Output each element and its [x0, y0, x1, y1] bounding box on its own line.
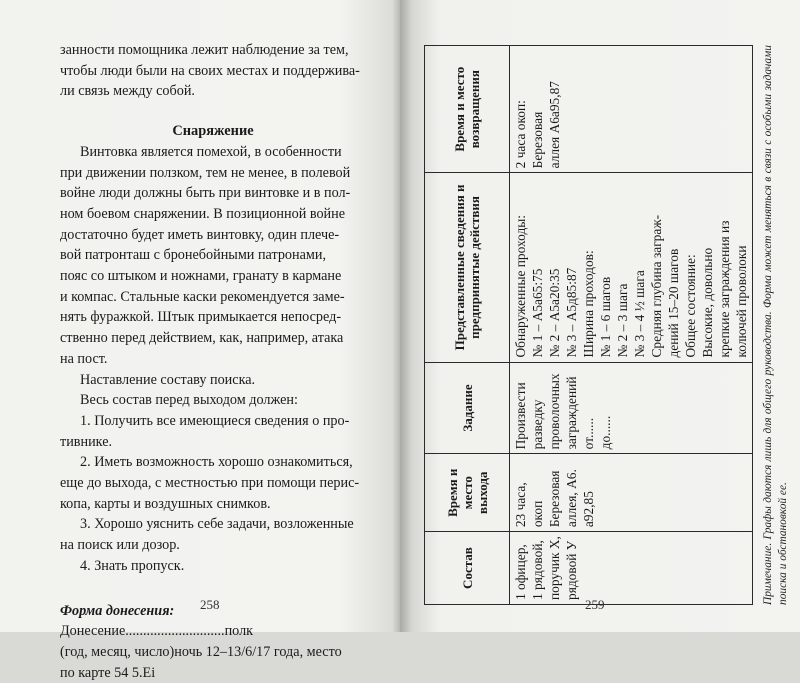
cell-line: а92,85: [581, 491, 596, 528]
equipment-line: ном боевом снаряжении. В позиционной войне: [60, 205, 346, 222]
form-heading: Форма донесения:: [60, 602, 175, 619]
table-row: [510, 46, 753, 605]
form-line: по карте 54 5.Ei: [60, 664, 156, 681]
equipment-line: нять фуражкой. Штык примыкается непосред-: [60, 309, 342, 326]
cell-line: Березовая: [547, 470, 562, 528]
instruction-title: Наставление составу поиска.: [80, 371, 256, 388]
cell-line: заграждений: [564, 376, 579, 450]
table-cell: [510, 532, 753, 605]
cell-line: № 3 – 4 ½ шага: [632, 270, 647, 358]
cell-line: дений 15–20 шагов: [666, 248, 681, 358]
cell-line: № 3 – А5д85:87: [564, 267, 579, 358]
cell-line: проволочных: [547, 373, 562, 450]
column-header: Время и место выхода: [425, 454, 510, 532]
table-header-row: [425, 46, 510, 605]
equipment-line: войне люди должны быть при винтовке и в пол-: [60, 185, 351, 202]
cell-line: крепкие заграждения из: [717, 220, 732, 358]
cell-line: Общее состояние:: [683, 254, 698, 358]
cell-line: аллея, А6.: [564, 469, 579, 528]
cell-line: 1 рядовой,: [530, 540, 545, 600]
rotated-table-block: [424, 35, 789, 605]
form-line: (год, месяц, число)ночь 12–13/6/17 года, место: [60, 643, 342, 660]
cell-line: Обнаруженные проходы:: [513, 215, 528, 358]
list-item-line: копа, карты и воздушных снимков.: [60, 495, 271, 512]
cell-line: 2 часа окоп:: [513, 100, 528, 169]
left-page-text: [60, 40, 366, 683]
list-item-line: 4. Знать пропуск.: [80, 557, 185, 574]
cell-line: поручик Х,: [547, 536, 562, 600]
table-cell: [510, 454, 753, 532]
cell-line: № 1 – 6 шагов: [598, 276, 613, 358]
cell-line: № 1 – А5а65:75: [530, 268, 545, 358]
left-page: [0, 0, 400, 681]
equipment-line: при движении ползком, тем не менее, в полевой: [60, 164, 351, 181]
section-heading: Снаряжение: [172, 123, 254, 140]
equipment-line: пояс со штыком и ножнами, гранату в кармане: [60, 268, 342, 285]
opening-line: ли связь между собой.: [60, 83, 195, 100]
opening-line: чтобы люди были на своих местах и поддержива-: [60, 62, 360, 79]
form-line: Донесение............................полк: [60, 623, 254, 640]
cell-line: № 2 – 3 шага: [615, 283, 630, 358]
equipment-line: Винтовка является помехой, в особенности: [80, 143, 342, 160]
column-header: Время и место возвращения: [425, 46, 510, 173]
cell-line: от......: [581, 417, 596, 450]
cell-line: разведку: [530, 399, 545, 450]
list-item-line: 2. Иметь возможность хорошо ознакомиться,: [80, 454, 353, 471]
cell-line: аллея А6а95,87: [547, 81, 562, 169]
cell-line: рядовой У: [564, 540, 579, 600]
equipment-line: вой патронташ с бронебойными патронами,: [60, 247, 327, 264]
column-header: Состав: [425, 532, 510, 605]
cell-line: 23 часа,: [513, 482, 528, 528]
list-item-line: тивнике.: [60, 433, 113, 450]
table-cell: [510, 173, 753, 362]
list-item-line: на поиск или дозор.: [60, 537, 180, 554]
equipment-line: достаточно будет иметь винтовку, один плече-: [60, 226, 340, 243]
cell-line: Произвести: [513, 382, 528, 450]
cell-line: окоп: [530, 500, 545, 528]
page-number-right: 259: [585, 597, 605, 612]
cell-line: Высокие, довольно: [700, 247, 715, 358]
equipment-line: ственно перед действием, как, например, атака: [60, 330, 344, 347]
cell-line: Березовая: [530, 111, 545, 169]
equipment-line: и компас. Стальные каски рекомендуется заме-: [60, 288, 345, 305]
cell-line: 1 офицер,: [513, 544, 528, 600]
table-note: Примечание. Графы даются лишь для общего руководства. Форма может меняться в связи с особыми задачами поиска и обстановкой ее.: [762, 45, 789, 605]
list-item-line: еще до выхода, с местностью при помощи перис-: [60, 475, 360, 492]
instruction-intro: Весь состав перед выходом должен:: [80, 392, 298, 409]
equipment-line: на пост.: [60, 350, 108, 367]
report-form-table: [424, 45, 753, 605]
column-header: Задание: [425, 362, 510, 454]
cell-line: Ширина проходов:: [581, 250, 596, 358]
list-item-line: 1. Получить все имеющиеся сведения о про-: [80, 412, 350, 429]
page-number-left: 258: [200, 597, 220, 612]
cell-line: колючей проволоки: [734, 245, 749, 358]
table-cell: [510, 46, 753, 173]
cell-line: Средняя глубина заграж-: [649, 214, 664, 358]
cell-line: до......: [598, 415, 613, 450]
table-cell: [510, 362, 753, 454]
column-header: Представленные сведения и предпринятые действия: [425, 173, 510, 362]
list-item-line: 3. Хорошо уяснить себе задачи, возложенные: [80, 516, 354, 533]
cell-line: № 2 – А5а20:35: [547, 268, 562, 358]
opening-line: занности помощника лежит наблюдение за тем,: [60, 42, 349, 58]
